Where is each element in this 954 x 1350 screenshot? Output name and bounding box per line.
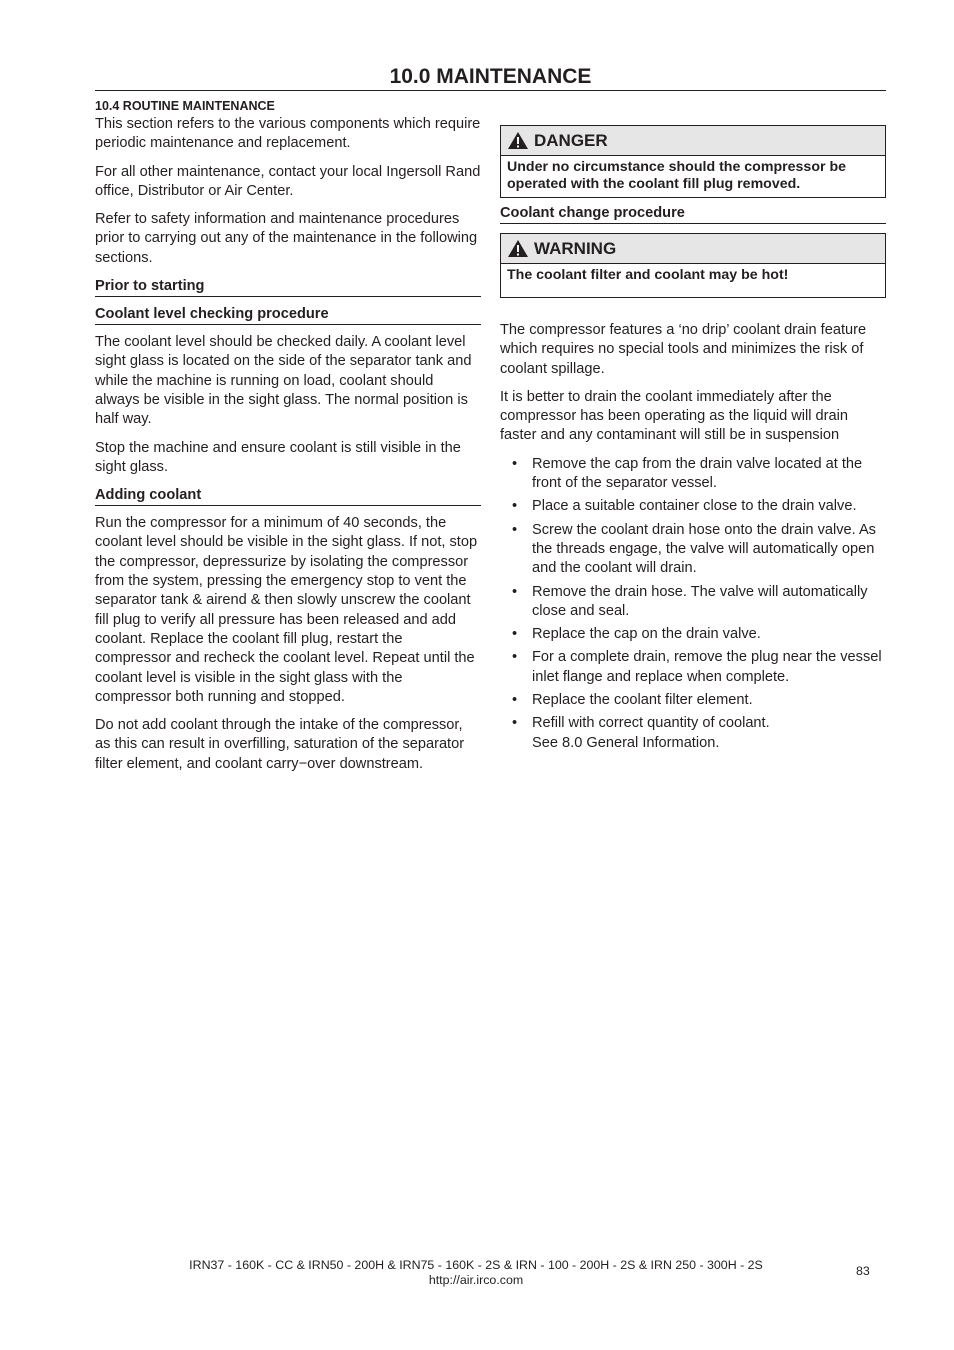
warning-text: The coolant filter and coolant may be hot!	[507, 267, 789, 283]
drain-paragraph: It is better to drain the coolant immediately after the compressor has been operating as the liquid will drain faster and any contaminant will still be in suspension	[500, 388, 849, 444]
list-item: • Replace the cap on the drain valve.	[500, 625, 886, 644]
right-column	[500, 125, 886, 757]
bullet-icon: •	[512, 583, 518, 600]
coolant-level-heading: Coolant level checking procedure	[95, 305, 481, 325]
warning-triangle-icon	[507, 131, 529, 150]
list-item: • Refill with correct quantity of coolant. See 8.0 General Information.	[512, 715, 770, 751]
footer-models: IRN37 - 160K - CC & IRN50 - 200H & IRN75 - 160K - 2S & IRN - 100 - 200H - 2S & IRN 250 - 300H - 2S	[189, 1258, 763, 1272]
intro-paragraph: Refer to safety information and maintenance procedures prior to carrying out any of the maintenance in the following sections.	[95, 211, 478, 266]
list-item: • Place a suitable container close to the drain valve.	[500, 497, 886, 516]
bullet-icon: •	[512, 649, 518, 666]
adding-coolant-paragraph: Run the compressor for a minimum of 40 seconds, the coolant level should be visible in the sight glass. If not, stop the compressor, depressurize by isolating the compressor from the system, pressing the emergency stop to vent the separator tank & airend & then slowly unscrew the coolant fill plug to verify all pressure has been released and add coolant. Replace the coolant fill plug, restart the compressor and recheck the coolant level. Repeat until the coolant level is visible in the sight glass with the compressor both running and stopped.	[95, 515, 478, 705]
warning-header	[501, 234, 885, 264]
list-item: • For a complete drain, remove the plug near the vessel inlet flange and replace when complete.	[512, 649, 882, 685]
footer-url: http://air.irco.com	[428, 1272, 524, 1287]
danger-text: Under no circumstance should the compressor be operated with the coolant fill plug removed.	[507, 159, 847, 192]
list-item: • Replace the coolant filter element.	[500, 691, 886, 710]
coolant-level-paragraph: The coolant level should be checked daily. A coolant level sight glass is located on the side of the separator tank and while the machine is running on load, coolant should always be visible in the sight glass. The normal position is half way.	[95, 334, 472, 428]
left-column	[95, 97, 481, 783]
bullet-icon: •	[512, 692, 518, 709]
drain-paragraph: The compressor features a ‘no drip’ coolant drain feature which requires no special tools and minimizes the risk of coolant spillage.	[500, 322, 867, 377]
bullet-icon: •	[512, 498, 518, 515]
bullet-icon: •	[512, 715, 518, 732]
list-item: • Remove the drain hose. The valve will automatically close and seal.	[512, 583, 868, 619]
warning-label: WARNING	[534, 238, 617, 258]
title-divider	[95, 90, 886, 91]
warning-box	[500, 233, 886, 298]
warning-triangle-icon	[507, 239, 529, 258]
coolant-level-paragraph: Stop the machine and ensure coolant is still visible in the sight glass.	[95, 439, 461, 475]
coolant-change-heading: Coolant change procedure	[500, 204, 886, 224]
intro-paragraph: For all other maintenance, contact your local Ingersoll Rand office, Distributor or Air Center.	[95, 163, 481, 199]
danger-header	[501, 126, 885, 156]
bullet-icon: •	[512, 626, 518, 643]
page-title: 10.0 MAINTENANCE	[389, 65, 592, 88]
bullet-icon: •	[512, 455, 518, 472]
list-item: • Screw the coolant drain hose onto the drain valve. As the threads engage, the valve will automatically open and the coolant will drain.	[512, 521, 876, 577]
intro-paragraph: This section refers to the various components which require periodic maintenance and replacement.	[95, 116, 481, 152]
page-number: 83	[856, 1264, 870, 1278]
adding-coolant-heading: Adding coolant	[95, 486, 481, 506]
danger-box	[500, 125, 886, 198]
section-label: 10.4 ROUTINE MAINTENANCE	[95, 99, 275, 113]
footer	[120, 1258, 832, 1287]
bullet-icon: •	[512, 521, 518, 538]
prior-to-starting-heading: Prior to starting	[95, 277, 481, 297]
drain-steps-list	[500, 455, 886, 753]
list-item: • Remove the cap from the drain valve located at the front of the separator vessel.	[512, 455, 863, 492]
danger-label: DANGER	[534, 130, 608, 150]
adding-coolant-paragraph: Do not add coolant through the intake of the compressor, as this can result in overfilling, saturation of the separator filter element, and coolant carry−over downstream.	[95, 717, 465, 772]
